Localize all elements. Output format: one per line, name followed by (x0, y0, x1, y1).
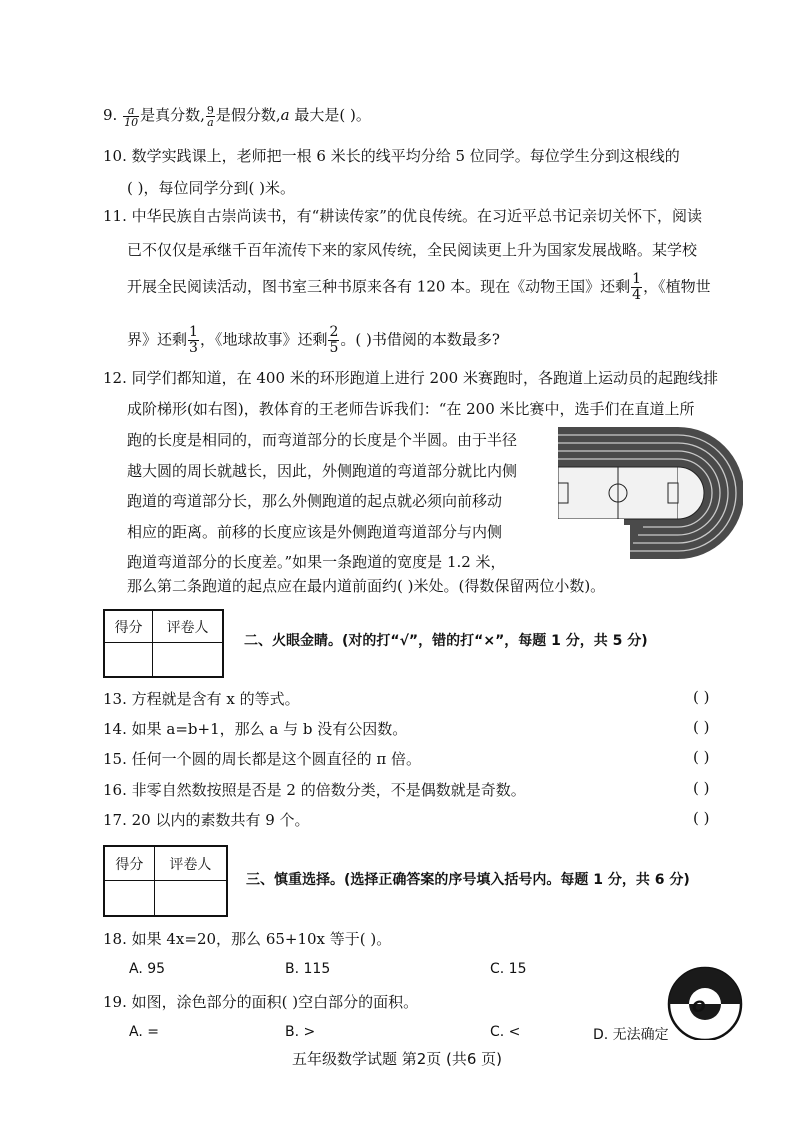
score-table (104, 846, 227, 916)
fraction-numerator: a (123, 105, 139, 117)
question-9 (103, 104, 371, 128)
question-11-line4 (127, 325, 500, 356)
true-false-item-15: 15. 任何一个圆的周长都是这个圆直径的 π 倍。 (103, 750, 422, 768)
option-18-b[interactable]: B. 115 (285, 961, 331, 977)
answer-paren-13[interactable]: ( ) (693, 688, 710, 706)
question-text: ，《地球故事》还剩 (199, 330, 328, 349)
question-12-line6: 相应的距离。前移的长度应该是外侧跑道弯道部分与内侧 (127, 523, 503, 541)
score-label: 得分 (105, 847, 155, 881)
question-12-line5: 跑道的弯道部分长，那么外侧跑道的起点就必须向前移动 (127, 492, 503, 510)
option-18-a[interactable]: A. 95 (129, 961, 166, 977)
question-text: 是假分数, (215, 106, 281, 124)
answer-paren-15[interactable]: ( ) (693, 748, 710, 766)
question-12-line8[interactable]: 那么第二条跑道的起点应在最内道前面约( )米处。(得数保留两位小数)。 (127, 577, 606, 595)
fraction-numerator: 9 (206, 103, 214, 117)
answer-paren-17[interactable]: ( ) (693, 809, 710, 827)
question-12-line1: 12. 同学们都知道，在 400 米的环形跑道上进行 200 米赛跑时，各跑道上运动员的起跑线排 (103, 369, 718, 387)
fraction-denominator: 5 (329, 340, 339, 356)
question-text: 界》还剩 (127, 330, 188, 349)
fraction-denominator: 10 (124, 115, 139, 129)
question-19: 19. 如图，涂色部分的面积( )空白部分的面积。 (103, 993, 419, 1011)
true-false-item-13: 13. 方程就是含有 x 的等式。 (103, 690, 300, 708)
fraction-numerator: 1 (632, 271, 642, 287)
section-2-heading: 二、火眼金睛。(对的打“√”，错的打“×”，每题 1 分，共 5 分) (244, 633, 648, 649)
reviewer-label: 评卷人 (154, 847, 226, 881)
option-19-d[interactable]: D. 无法确定 (593, 1027, 669, 1043)
question-12-line3: 跑的长度是相同的，而弯道部分的长度是个半圆。由于半径 (127, 431, 518, 449)
score-label: 得分 (105, 611, 153, 643)
question-11-line2: 已不仅仅是承继千百年流传下来的家风传统，全民阅读更上升为国家发展战略。某学校 (127, 241, 698, 259)
question-text: ，《植物世 (643, 277, 711, 296)
variable: a (280, 106, 290, 124)
option-19-b[interactable]: B. > (285, 1024, 316, 1040)
fraction-a-over-10 (123, 105, 139, 128)
fraction-9-over-a (206, 105, 215, 128)
question-11-line3 (127, 272, 711, 303)
track-notch (558, 519, 624, 559)
question-11-line1: 11. 中华民族自古崇尚读书，有“耕读传家”的优良传统。在习近平总书记亲切关怀下，阅读 (103, 207, 702, 225)
question-text: 是真分数, (140, 106, 205, 124)
question-18: 18. 如果 4x=20，那么 65+10x 等于( )。 (103, 930, 392, 948)
question-12-line2: 成阶梯形(如右图)，教体育的王老师告诉我们：“在 200 米比赛中，选手们在直道上所 (127, 400, 695, 418)
track-stagger-step (624, 525, 630, 559)
reviewer-label: 评卷人 (153, 611, 223, 643)
true-false-item-17: 17. 20 以内的素数共有 9 个。 (103, 811, 310, 829)
fraction-1-over-3 (188, 325, 199, 356)
fraction-numerator: 2 (329, 324, 339, 340)
question-text: 开展全民阅读活动，图书室三种书原来各有 120 本。现在《动物王国》还剩 (127, 277, 631, 296)
answer-paren-14[interactable]: ( ) (693, 718, 710, 736)
section-3-heading: 三、慎重选择。(选择正确答案的序号填入括号内。每题 1 分，共 6 分) (246, 872, 690, 888)
fraction-2-over-5 (328, 325, 339, 356)
true-false-item-14: 14. 如果 a=b+1，那么 a 与 b 没有公因数。 (103, 720, 408, 738)
question-12-line7: 跑道弯道部分的长度差。”如果一条跑道的宽度是 1.2 米， (127, 553, 506, 571)
reviewer-cell[interactable] (153, 643, 223, 677)
score-box-section-3 (103, 845, 228, 917)
option-19-c[interactable]: C. < (490, 1024, 521, 1040)
fraction-denominator: a (207, 115, 214, 129)
question-10-line1: 10. 数学实践课上，老师把一根 6 米长的线平均分给 5 位同学。每位学生分到这根线的 (103, 147, 680, 165)
score-cell[interactable] (105, 643, 153, 677)
fraction-1-over-4 (631, 272, 642, 303)
answer-blank[interactable]: 。( )书借阅的本数最多? (340, 330, 500, 349)
circle-center-label: O (692, 997, 706, 1016)
score-box-section-2 (103, 609, 224, 678)
reviewer-cell[interactable] (154, 881, 226, 916)
option-19-a[interactable]: A. = (129, 1024, 159, 1040)
option-18-c[interactable]: C. 15 (490, 961, 527, 977)
true-false-item-16: 16. 非零自然数按照是否是 2 的倍数分类，不是偶数就是奇数。 (103, 781, 526, 799)
question-12-line4: 越大圆的周长就越长，因此，外侧跑道的弯道部分就比内侧 (127, 462, 518, 480)
fraction-denominator: 4 (632, 287, 642, 303)
running-track-figure (558, 427, 743, 559)
score-cell[interactable] (105, 881, 155, 916)
question-number: 9. (103, 106, 118, 124)
answer-blank[interactable]: 最大是( )。 (289, 106, 371, 124)
fraction-denominator: 3 (189, 340, 198, 356)
score-table (104, 610, 223, 677)
shaded-circle-figure (662, 962, 750, 1040)
page-footer: 五年级数学试题 第2页 (共6 页) (291, 1050, 503, 1068)
answer-paren-16[interactable]: ( ) (693, 779, 710, 797)
question-10-line2[interactable]: ( )，每位同学分到( )米。 (127, 179, 295, 197)
fraction-numerator: 1 (189, 324, 198, 340)
